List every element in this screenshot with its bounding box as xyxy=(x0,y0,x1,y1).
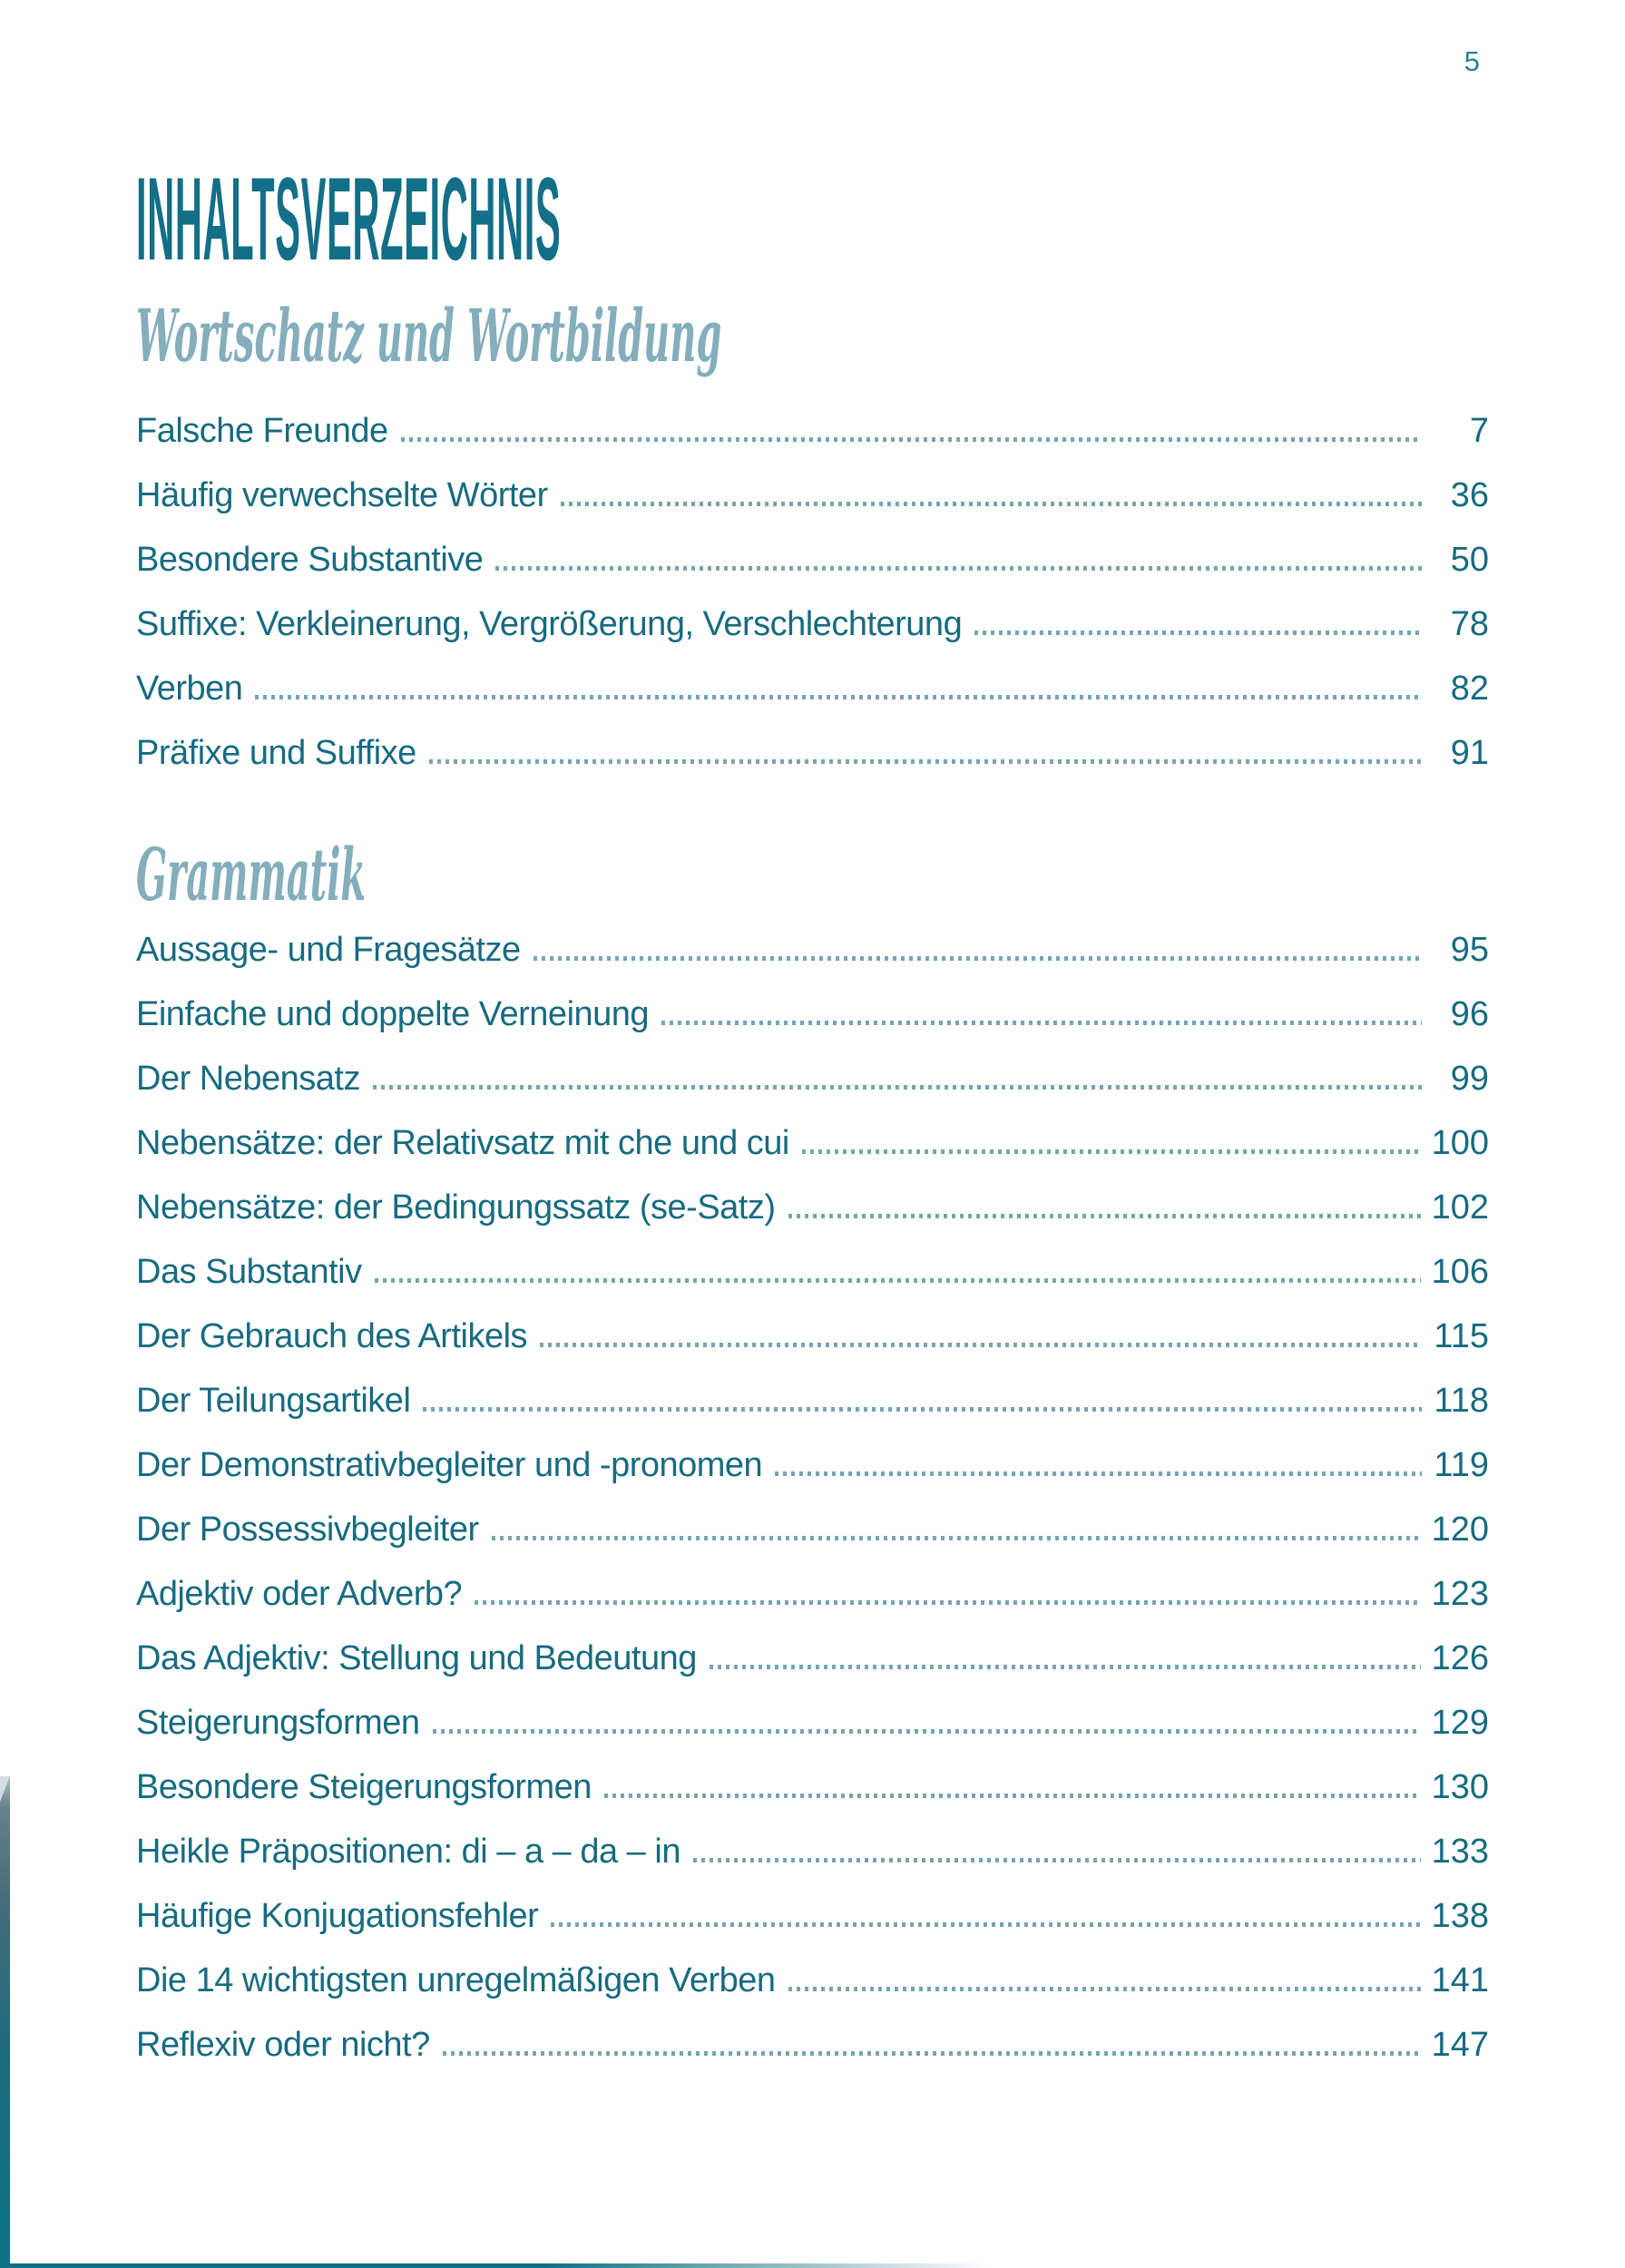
toc-entry-label: Das Substantiv xyxy=(136,1253,362,1291)
toc-entry xyxy=(136,1691,1489,1755)
toc-entry-page: 78 xyxy=(1450,605,1489,643)
toc-entry-label: Adjektiv oder Adverb? xyxy=(136,1575,463,1613)
toc-entry xyxy=(136,1111,1489,1176)
toc-entry-label: Steigerungsformen xyxy=(136,1704,420,1742)
toc-entry-label: Präfixe und Suffixe xyxy=(136,734,416,772)
section-heading-grammatik: Grammatik xyxy=(136,832,367,917)
dot-leader xyxy=(423,1407,1422,1412)
dot-leader xyxy=(475,1600,1420,1605)
toc-entry-page: 91 xyxy=(1450,734,1489,772)
toc-entry xyxy=(136,1498,1489,1562)
toc-entry-page: 115 xyxy=(1434,1317,1489,1355)
toc-list-wortschatz xyxy=(136,399,1489,786)
toc-entry-label: Der Gebrauch des Artikels xyxy=(136,1317,528,1355)
dot-leader xyxy=(802,1149,1421,1154)
toc-entry-label: Reflexiv oder nicht? xyxy=(136,2026,430,2064)
toc-entry-label: Die 14 wichtigsten unregelmäßigen Verben xyxy=(136,1961,776,1999)
dot-leader xyxy=(561,502,1422,506)
toc-entry-label: Nebensätze: der Relativsatz mit che und cui xyxy=(136,1124,789,1162)
toc-entry xyxy=(136,1884,1489,1949)
toc-entry xyxy=(136,721,1489,786)
toc-entry xyxy=(136,2013,1489,2077)
toc-entry-label: Häufige Konjugationsfehler xyxy=(136,1897,539,1935)
toc-entry-page: 99 xyxy=(1450,1060,1489,1098)
toc-entry-page: 126 xyxy=(1431,1639,1489,1677)
toc-entry-page: 119 xyxy=(1434,1446,1489,1484)
dot-leader xyxy=(693,1858,1421,1862)
page-edge-tab xyxy=(0,1776,10,2268)
toc-entry xyxy=(136,657,1489,721)
toc-entry-page: 138 xyxy=(1431,1897,1489,1935)
toc-entry-page: 120 xyxy=(1431,1510,1489,1549)
toc-entry-label: Das Adjektiv: Stellung und Bedeutung xyxy=(136,1639,697,1677)
toc-entry-label: Einfache und doppelte Verneinung xyxy=(136,995,650,1033)
dot-leader xyxy=(604,1794,1421,1798)
section-wortschatz xyxy=(136,292,1489,786)
toc-entry-page: 141 xyxy=(1431,1961,1489,1999)
toc-entry xyxy=(136,1562,1489,1627)
toc-entry-page: 96 xyxy=(1450,995,1489,1033)
toc-entry xyxy=(136,918,1489,982)
toc-entry-page: 130 xyxy=(1431,1768,1489,1806)
dot-leader xyxy=(534,956,1422,961)
toc-entry xyxy=(136,982,1489,1047)
toc-entry-label: Aussage- und Fragesätze xyxy=(136,931,521,969)
dot-leader xyxy=(974,631,1422,635)
toc-entry xyxy=(136,1240,1489,1305)
toc-entry xyxy=(136,1820,1489,1884)
dot-leader xyxy=(443,2051,1421,2056)
toc-entry xyxy=(136,528,1489,592)
toc-entry xyxy=(136,1949,1489,2013)
toc-entry-label: Besondere Steigerungsformen xyxy=(136,1768,592,1806)
toc-entry-label: Besondere Substantive xyxy=(136,541,484,579)
toc-entry xyxy=(136,1369,1489,1433)
toc-entry-page: 50 xyxy=(1450,541,1489,579)
toc-list-grammatik xyxy=(136,918,1489,2077)
section-heading-wortschatz: Wortschatz und Wortbildung xyxy=(136,293,722,378)
page-number: 5 xyxy=(1463,45,1480,77)
toc-entry-label: Falsche Freunde xyxy=(136,412,388,450)
toc-entry-page: 129 xyxy=(1431,1704,1489,1742)
toc-entry-page: 100 xyxy=(1431,1124,1489,1162)
toc-entry-page: 118 xyxy=(1434,1382,1489,1420)
toc-entry-label: Der Teilungsartikel xyxy=(136,1382,411,1420)
dot-leader xyxy=(255,695,1422,699)
toc-entry xyxy=(136,1176,1489,1240)
toc-entry-label: Suffixe: Verkleinerung, Vergrößerung, Verschlechterung xyxy=(136,605,963,643)
dot-leader xyxy=(661,1021,1422,1025)
dot-leader xyxy=(775,1471,1422,1476)
dot-leader xyxy=(495,566,1422,571)
toc-entry-label: Der Nebensatz xyxy=(136,1060,360,1098)
dot-leader xyxy=(551,1922,1420,1927)
toc-entry-label: Verben xyxy=(136,670,243,708)
toc-entry-page: 95 xyxy=(1450,931,1489,969)
toc-entry-label: Der Possessivbegleiter xyxy=(136,1510,479,1549)
dot-leader xyxy=(433,1729,1421,1734)
toc-entry-page: 7 xyxy=(1469,412,1489,450)
toc-entry xyxy=(136,1433,1489,1498)
toc-entry-page: 147 xyxy=(1431,2026,1489,2064)
toc-entry-page: 36 xyxy=(1450,476,1489,514)
dot-leader xyxy=(373,1085,1422,1090)
toc-entry-label: Häufig verwechselte Wörter xyxy=(136,476,548,514)
dot-leader xyxy=(540,1343,1422,1347)
toc-entry xyxy=(136,464,1489,528)
toc-entry xyxy=(136,1305,1489,1369)
dot-leader xyxy=(429,759,1422,764)
toc-entry xyxy=(136,1047,1489,1111)
toc-entry-label: Nebensätze: der Bedingungssatz (se-Satz) xyxy=(136,1188,776,1227)
page-title: INHALTSVERZEICHNIS xyxy=(136,152,562,285)
toc-entry-page: 82 xyxy=(1450,670,1489,708)
toc-entry xyxy=(136,399,1489,464)
toc-entry-page: 102 xyxy=(1431,1188,1489,1227)
dot-leader xyxy=(492,1536,1421,1540)
toc-entry-label: Heikle Präpositionen: di – a – da – in xyxy=(136,1833,680,1871)
section-grammatik xyxy=(136,831,1489,2077)
dot-leader xyxy=(375,1278,1421,1283)
toc-entry xyxy=(136,1627,1489,1691)
dot-leader xyxy=(401,437,1422,442)
dot-leader xyxy=(710,1665,1421,1669)
toc-entry xyxy=(136,1755,1489,1820)
toc-entry xyxy=(136,592,1489,657)
dot-leader xyxy=(788,1987,1421,1991)
dot-leader xyxy=(788,1214,1421,1218)
bottom-rule xyxy=(0,2263,989,2268)
toc-entry-page: 123 xyxy=(1431,1575,1489,1613)
toc-entry-page: 133 xyxy=(1431,1833,1489,1871)
toc-entry-page: 106 xyxy=(1431,1253,1489,1291)
toc-entry-label: Der Demonstrativbegleiter und -pronomen xyxy=(136,1446,763,1484)
